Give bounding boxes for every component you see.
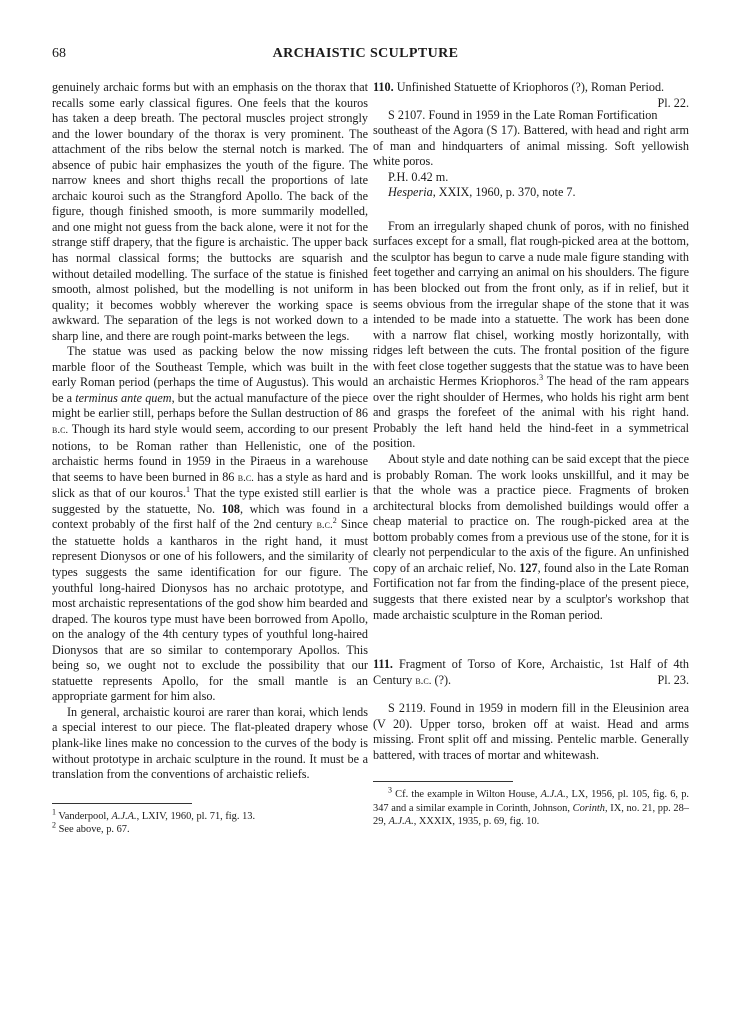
entry-110-title: 110. Unfinished Statuette of Kriophoros (?), Roman Period. Pl. 22.	[373, 80, 689, 110]
paragraph-thorax: genuinely archaic forms but with an emphasis on the thorax that recalls some early classical figures. One feels that the kouros has taken a deep breath. The pectoral muscles project strongly and the lower boundary of the thorax is very prominent. The attachment of the ribs below the sternal notch is marked. The absence of pubic hair emphasizes the youth of the figure. The narrow knees and short thighs recall the proportions of late archaic kouroi such as the Strangford Apollo. The back of the figure, though finished smooth, is more summarily modelled, and one might not guess from the back alone, were it not for the strange stiff drapery, that the figure is archaistic. The upper back has normal classical forms; the buttocks are squarish and without detailed modelling. The surface of the statue is finished smooth, almost polished, but the modelling is not uniform in quality; it becomes wobbly wherever the working space is awkward. The separation of the legs is not worked down to a sharp line, and there are rough point-marks between the legs.	[52, 80, 368, 343]
running-head: ARCHAISTIC SCULPTURE	[272, 46, 459, 61]
footnote-3: $^3$ Cf. the example in Wilton House, A.J.A., LX, 1956, pl. 105, fig. 6, p. 347 and a similar example in Corinth, Johnson, Corinth, IX, no. 21, pp. 28–29, A.J.A., XXXIX, 1935, p. 69, fig. 10.	[373, 785, 690, 827]
catalogue-ref-108: 108	[221, 501, 240, 516]
entry-111-title: 111. Fragment of Torso of Kore, Archaistic, 1st Half of 4th Century b.c. (?). Pl. 23.	[373, 657, 689, 687]
entry-110-details: S 2107. Found in 1959 in the Late Roman Fortification southeast of the Agora (S 17). Battered, with head and right arm of man and hindquarters of animal missing. Soft yellowish white poros.	[373, 107, 689, 169]
plate-ref-22: Pl. 22.	[657, 95, 689, 110]
footnote-ref-2: 2	[332, 516, 337, 526]
entry-110-description: From an irregularly shaped chunk of poros, with no finished surfaces except for a small, flat rough-picked area at the bottom, the sculptor has begun to carve a nude male figure standing with feet together and carrying an animal on his shoulders. The figure has been blocked out from the front only, as if in relief, but it seems obvious from the irregular shape of the stone that it was intended to be made into a statuette. The work has been done with a narrow flat chisel, working mostly horizontally, with ridges left between the cuts. The frontal position of the figure with feet close together suggests that the statue was to have been an archaistic Hermes Kriophoros.$^3$ The head of the ram appears over the right shoulder of Hermes, who holds his right arm bent and grasps the forefeet of the animal with his right hand. Probably the left hand held the hind-feet in a symmetrical position.	[373, 218, 689, 451]
footnote-rule-right	[373, 781, 513, 782]
footnote-rule	[52, 803, 192, 804]
paragraph-statue-context: The statue was used as packing below the now missing marble floor of the Southeast Temple, which was built in the early Roman period (perhaps the time of Augustus). This would be a terminus ante quem, but the actual manufacture of the piece might be earlier still, perhaps before the Sullan destruction of 86 b.c. Though its hard style would seem, according to our present notions, to be Roman rather than Hellenistic, one of the archaistic herms found in 1959 in the Piraeus in a warehouse that seems to have been burned in 86 b.c. has a style as hard and slick as that of our kouros.$^1$ That the type existed still earlier is suggested by the statuette, No. 108, which was found in a context probably of the first half of the 2nd century b.c.$^2$ Since the statuette holds a kantharos in the right hand, it must represent Dionysos or one of his followers, and the similarity of types suggests the same identification for our figure. The youthful long-haired Dionysos has no archaic prototype, and most archaistic representations of the god show him bearded and draped. The kouros type must have been borrowed from Apollo, on the analogy of the 4th century types of youthful long-haired Dionysos that are so similar to contemporary Apollos. This being so, we ought not to exclude the possibility that our statuette represents Apollo, for the small mantle is an appropriate garment for him also.	[52, 344, 368, 704]
entry-111-details: S 2119. Found in 1959 in modern fill in the Eleusinion area (V 20). Upper torso, broken off at waist. Head and arms missing. Front split off and missing. Pentelic marble. Generally battered, with traces of mortar and whitewash.	[373, 701, 689, 762]
plate-ref-23: Pl. 23.	[657, 672, 689, 687]
paragraph-archaistic-kouroi: In general, archaistic kouroi are rarer than korai, which lends a special interest to our piece. The flat-pleated drapery whose plank-like lines make no concession to the curves of the body is without prototype in archaic sculpture in the round. It must be a translation from the conventions of archaistic reliefs.	[52, 704, 368, 782]
entry-110-height: P.H. 0.42 m.	[388, 169, 449, 184]
left-column	[52, 80, 368, 836]
footnote-1: $^1$ Vanderpool, A.J.A., LXIV, 1960, pl. 71, fig. 13.	[52, 807, 256, 822]
footnote-2: $^2$ See above, p. 67.	[52, 820, 130, 835]
right-column	[373, 80, 689, 828]
entry-110-style-date: About style and date nothing can be said except that the piece is probably Roman. The work looks unskillful, and it may be that the whole was a practice piece. Fragments of broken architectural blocks from demolished buildings would offer a cheap material to practice on. The rough-picked area at the bottom probably comes from a previous use of the stone, for it is clearly not perpendicular to the axis of the figure. An unfinished copy of an archaic relief, No. 127, found also in the Late Roman Fortification not far from the finding-place of the present piece, suggests that there existed near by a sculptor's workshop that made archaistic sculpture in the Roman period.	[373, 452, 689, 622]
footnote-ref-3: 3	[539, 373, 544, 383]
page-number: 68	[52, 46, 66, 61]
entry-110-reference: Hesperia, XXIX, 1960, p. 370, note 7.	[388, 185, 576, 200]
catalogue-ref-127: 127	[519, 560, 538, 575]
footnote-ref-1: 1	[186, 485, 191, 495]
